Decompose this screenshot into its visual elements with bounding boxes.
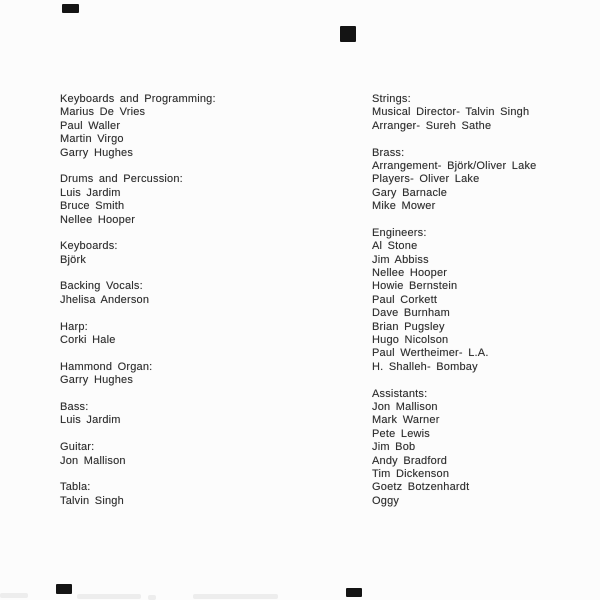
credit-line: Paul Corkett — [372, 293, 438, 306]
credit-section — [60, 173, 216, 227]
credit-line: Musical Director- Talvin Singh — [372, 106, 530, 119]
credit-line: Mark Warner — [372, 414, 440, 427]
credit-section — [60, 240, 216, 267]
credit-section-heading: Keyboards and Programming: — [60, 93, 216, 105]
credit-line: Bruce Smith — [60, 200, 125, 213]
credit-line: Players- Oliver Lake — [372, 173, 480, 186]
credit-line: Jon Mallison — [372, 400, 438, 413]
credit-line: Goetz Botzenhardt — [372, 481, 470, 494]
credit-line: Talvin Singh — [60, 494, 124, 507]
credit-section-heading: Brass: — [372, 146, 405, 159]
scan-mark-top-left — [62, 4, 79, 13]
credit-line: H. Shalleh- Bombay — [372, 360, 478, 373]
credit-section — [60, 93, 216, 160]
credit-section-heading: Harp: — [60, 320, 88, 333]
credit-line: Paul Wertheimer- L.A. — [372, 347, 489, 360]
credit-line: Corki Hale — [60, 334, 116, 347]
credit-section — [60, 361, 216, 388]
credit-line: Arranger- Sureh Sathe — [372, 119, 492, 132]
credit-line: Paul Waller — [60, 119, 121, 132]
credit-line: Luis Jardim — [60, 186, 121, 199]
credit-line: Hugo Nicolson — [372, 334, 449, 347]
credit-line: Garry Hughes — [60, 374, 134, 387]
credit-line: Brian Pugsley — [372, 320, 445, 333]
credit-line: Andy Bradford — [372, 454, 448, 467]
credit-section-heading: Guitar: — [60, 441, 95, 454]
credit-section — [60, 280, 216, 307]
credit-line: Jon Mallison — [60, 454, 126, 467]
credit-section-heading: Engineers: — [372, 226, 427, 239]
credit-section — [372, 93, 536, 133]
credit-section — [60, 401, 216, 428]
scan-streak — [77, 594, 141, 599]
scan-streak — [0, 593, 28, 598]
credit-section-heading: Tabla: — [60, 481, 91, 494]
credit-line: Jim Abbiss — [372, 253, 429, 266]
credit-section — [372, 227, 536, 374]
credit-section-heading: Keyboards: — [60, 240, 118, 253]
scan-mark-top-right — [340, 26, 356, 42]
credit-section — [372, 147, 536, 214]
credit-section-heading: Assistants: — [372, 387, 428, 400]
credit-section-heading: Backing Vocals: — [60, 280, 143, 293]
credit-line: Arrangement- Björk/Oliver Lake — [372, 159, 537, 172]
credit-section — [60, 321, 216, 348]
credit-section — [372, 388, 536, 509]
credit-line: Björk — [60, 253, 87, 266]
credit-line: Howie Bernstein — [372, 280, 458, 293]
scan-streak — [148, 595, 156, 600]
credit-section — [60, 441, 216, 468]
credit-line: Oggy — [372, 494, 400, 507]
credit-line: Pete Lewis — [372, 427, 431, 440]
credits-column-right — [372, 93, 536, 522]
credit-line: Dave Burnham — [372, 307, 450, 320]
credit-line: Luis Jardim — [60, 414, 121, 427]
credit-section-heading: Strings: — [372, 93, 411, 105]
credit-section-heading: Hammond Organ: — [60, 360, 153, 373]
credit-line: Al Stone — [372, 240, 418, 253]
scan-mark-bottom-right — [346, 588, 362, 597]
credit-line: Nellee Hooper — [60, 213, 136, 226]
credit-section-heading: Drums and Percussion: — [60, 173, 183, 186]
credit-line: Jhelisa Anderson — [60, 293, 150, 306]
credit-line: Tim Dickenson — [372, 467, 450, 480]
credit-section-heading: Bass: — [60, 400, 89, 413]
credits-column-left — [60, 93, 216, 522]
credit-line: Mike Mower — [372, 200, 436, 213]
credit-section — [60, 481, 216, 508]
scan-streak — [193, 594, 278, 599]
credit-line: Gary Barnacle — [372, 186, 448, 199]
credit-line: Martin Virgo — [60, 133, 124, 146]
credit-line: Garry Hughes — [60, 146, 134, 159]
credit-line: Jim Bob — [372, 441, 416, 454]
credit-line: Nellee Hooper — [372, 267, 448, 280]
credit-line: Marius De Vries — [60, 106, 146, 119]
scan-mark-bottom-left — [56, 584, 72, 594]
